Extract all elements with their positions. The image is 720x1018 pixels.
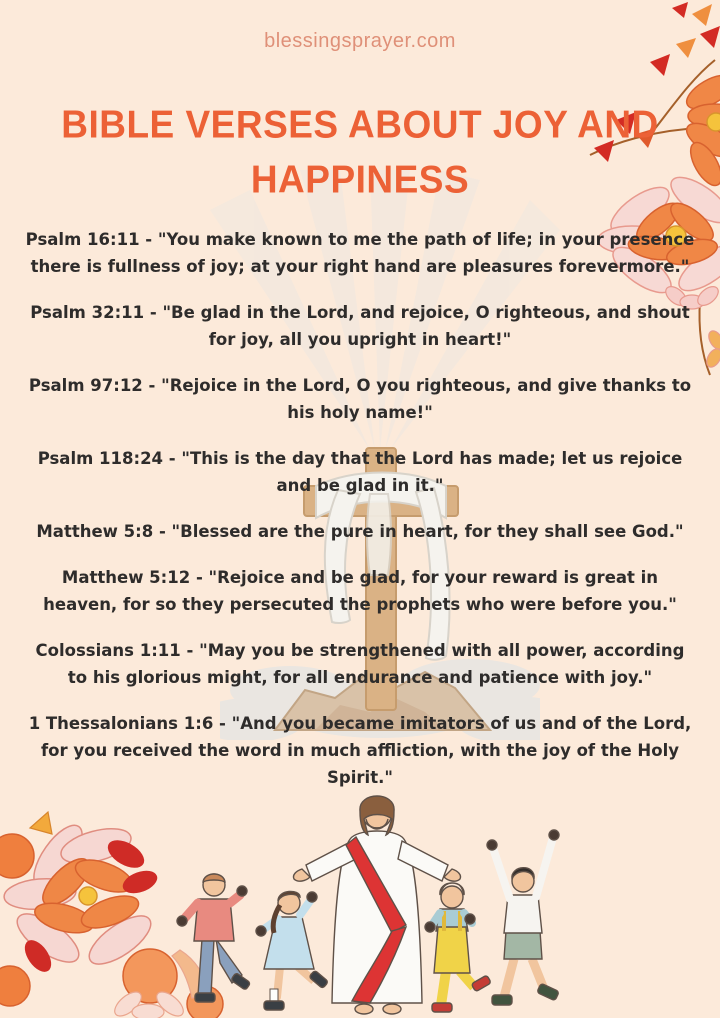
verse-psalm-97-12: Psalm 97:12 - "Rejoice in the Lord, O you righteous, and give thanks to his holy name!" xyxy=(28,376,692,422)
verse-colossians-1-11: Colossians 1:11 - "May you be strengthened with all power, according to his glorious might, for all endurance and patience with joy." xyxy=(35,641,685,687)
verse-psalm-32-11: Psalm 32:11 - "Be glad in the Lord, and rejoice, O righteous, and shout for joy, all you upright in heart!" xyxy=(30,303,690,349)
child-figure-blue-dress-girl xyxy=(256,891,328,1010)
verse-matthew-5-12: Matthew 5:12 - "Rejoice and be glad, for your reward is great in heaven, for so they persecuted the prophets who were before you." xyxy=(43,568,677,614)
jesus-children-illustration xyxy=(140,775,600,1018)
verse-psalm-118-24: Psalm 118:24 - "This is the day that the Lord has made; let us rejoice and be glad in it." xyxy=(37,449,683,495)
verse-1-thessalonians-1-6: 1 Thessalonians 1:6 - "And you became imitators of us and of the Lord, for you received the word in much affliction, with the joy of the Holy Spirit." xyxy=(28,714,692,787)
verse-psalm-16-11: Psalm 16:11 - "You make known to me the path of life; in your presence there is fullness of joy; at your right hand are pleasures forevermore." xyxy=(25,230,695,276)
site-name: blessingsprayer.com xyxy=(264,30,456,52)
verse-list xyxy=(24,226,696,810)
page-title: BIBLE VERSES ABOUT JOY AND HAPPINESS xyxy=(61,102,659,201)
verse-matthew-5-8: Matthew 5:8 - "Blessed are the pure in heart, for they shall see God." xyxy=(36,522,684,541)
child-figure-white-tee-boy xyxy=(487,830,559,1005)
child-figure-yellow-overalls-girl xyxy=(425,883,491,1012)
child-figure-coral-boy xyxy=(177,874,251,1002)
